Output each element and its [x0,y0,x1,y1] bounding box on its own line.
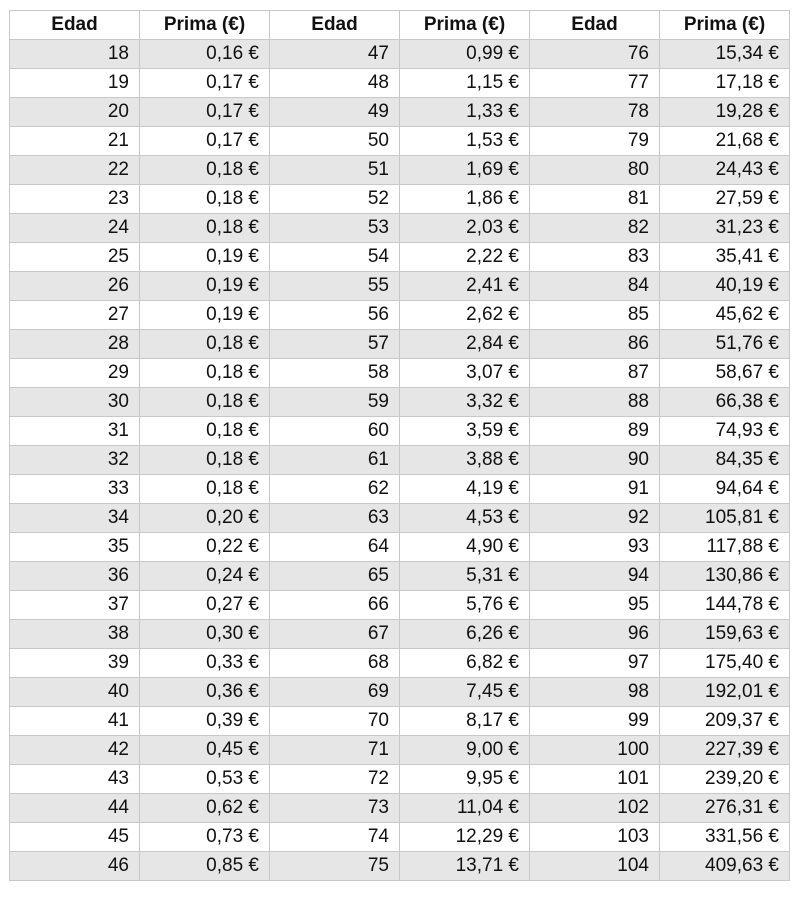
age-cell: 72 [270,765,400,794]
table-row [10,127,790,156]
age-cell: 67 [270,620,400,649]
premium-cell: 8,17 € [400,707,530,736]
age-cell: 103 [530,823,660,852]
age-cell: 30 [10,388,140,417]
premium-cell: 0,36 € [140,678,270,707]
premium-cell: 3,07 € [400,359,530,388]
table-row [10,649,790,678]
age-cell: 80 [530,156,660,185]
age-cell: 92 [530,504,660,533]
age-cell: 40 [10,678,140,707]
age-cell: 39 [10,649,140,678]
age-cell: 56 [270,301,400,330]
premium-cell: 0,17 € [140,127,270,156]
premium-cell: 409,63 € [660,852,790,881]
premium-cell: 0,20 € [140,504,270,533]
header-age-1: Edad [10,11,140,40]
age-cell: 75 [270,852,400,881]
premium-cell: 51,76 € [660,330,790,359]
table-row [10,388,790,417]
table-row [10,678,790,707]
premium-cell: 105,81 € [660,504,790,533]
premium-cell: 4,19 € [400,475,530,504]
age-cell: 42 [10,736,140,765]
premium-cell: 9,00 € [400,736,530,765]
premium-cell: 0,39 € [140,707,270,736]
premium-cell: 0,27 € [140,591,270,620]
premium-cell: 1,33 € [400,98,530,127]
table-row [10,823,790,852]
age-cell: 48 [270,69,400,98]
header-age-3: Edad [530,11,660,40]
age-cell: 68 [270,649,400,678]
age-cell: 34 [10,504,140,533]
premium-cell: 0,18 € [140,359,270,388]
header-premium-2: Prima (€) [400,11,530,40]
premium-cell: 24,43 € [660,156,790,185]
premium-cell: 0,18 € [140,475,270,504]
table-row [10,707,790,736]
table-row [10,330,790,359]
age-cell: 24 [10,214,140,243]
table-row [10,533,790,562]
age-cell: 74 [270,823,400,852]
table-row [10,765,790,794]
premium-cell: 0,99 € [400,40,530,69]
table-row [10,214,790,243]
age-cell: 79 [530,127,660,156]
table-row [10,852,790,881]
age-cell: 82 [530,214,660,243]
premium-cell: 7,45 € [400,678,530,707]
premium-cell: 6,26 € [400,620,530,649]
age-cell: 63 [270,504,400,533]
age-cell: 20 [10,98,140,127]
premium-cell: 0,19 € [140,301,270,330]
premium-cell: 1,86 € [400,185,530,214]
table-row [10,40,790,69]
age-cell: 83 [530,243,660,272]
premium-cell: 84,35 € [660,446,790,475]
premium-cell: 0,45 € [140,736,270,765]
age-cell: 50 [270,127,400,156]
premium-cell: 0,18 € [140,214,270,243]
age-cell: 78 [530,98,660,127]
header-premium-1: Prima (€) [140,11,270,40]
premium-cell: 130,86 € [660,562,790,591]
premium-cell: 19,28 € [660,98,790,127]
premium-cell: 35,41 € [660,243,790,272]
table-row [10,185,790,214]
age-cell: 94 [530,562,660,591]
age-cell: 77 [530,69,660,98]
table-row [10,562,790,591]
premium-cell: 2,03 € [400,214,530,243]
premium-cell: 331,56 € [660,823,790,852]
age-cell: 45 [10,823,140,852]
age-cell: 31 [10,417,140,446]
premium-cell: 3,59 € [400,417,530,446]
age-cell: 23 [10,185,140,214]
age-cell: 104 [530,852,660,881]
age-cell: 81 [530,185,660,214]
age-cell: 90 [530,446,660,475]
age-cell: 49 [270,98,400,127]
age-cell: 93 [530,533,660,562]
age-cell: 66 [270,591,400,620]
premium-cell: 9,95 € [400,765,530,794]
age-cell: 73 [270,794,400,823]
premium-cell: 27,59 € [660,185,790,214]
age-cell: 28 [10,330,140,359]
age-cell: 46 [10,852,140,881]
table-row [10,736,790,765]
premium-cell: 4,90 € [400,533,530,562]
age-cell: 88 [530,388,660,417]
premium-cell: 1,53 € [400,127,530,156]
table-row [10,591,790,620]
age-cell: 95 [530,591,660,620]
age-cell: 98 [530,678,660,707]
age-cell: 44 [10,794,140,823]
age-cell: 99 [530,707,660,736]
table-row [10,272,790,301]
age-cell: 25 [10,243,140,272]
table-row [10,359,790,388]
premium-cell: 2,84 € [400,330,530,359]
age-cell: 70 [270,707,400,736]
premium-cell: 0,62 € [140,794,270,823]
age-cell: 59 [270,388,400,417]
age-cell: 29 [10,359,140,388]
premium-cell: 94,64 € [660,475,790,504]
premium-cell: 11,04 € [400,794,530,823]
age-cell: 38 [10,620,140,649]
premium-cell: 0,18 € [140,417,270,446]
table-row [10,446,790,475]
table-row [10,475,790,504]
age-cell: 33 [10,475,140,504]
premium-cell: 31,23 € [660,214,790,243]
age-cell: 84 [530,272,660,301]
premium-cell: 209,37 € [660,707,790,736]
premium-cell: 0,53 € [140,765,270,794]
premium-cell: 0,19 € [140,243,270,272]
age-cell: 55 [270,272,400,301]
age-cell: 76 [530,40,660,69]
premium-cell: 74,93 € [660,417,790,446]
premium-cell: 0,18 € [140,185,270,214]
age-cell: 64 [270,533,400,562]
table-row [10,98,790,127]
table-row [10,243,790,272]
age-cell: 86 [530,330,660,359]
age-cell: 89 [530,417,660,446]
premium-cell: 1,69 € [400,156,530,185]
age-cell: 61 [270,446,400,475]
age-cell: 100 [530,736,660,765]
premium-table-container [9,10,790,881]
premium-cell: 0,18 € [140,446,270,475]
age-cell: 87 [530,359,660,388]
premium-cell: 0,22 € [140,533,270,562]
premium-cell: 3,32 € [400,388,530,417]
header-row [10,11,790,40]
premium-cell: 17,18 € [660,69,790,98]
age-cell: 47 [270,40,400,69]
premium-cell: 5,31 € [400,562,530,591]
premium-cell: 3,88 € [400,446,530,475]
table-row [10,794,790,823]
premium-cell: 40,19 € [660,272,790,301]
age-cell: 53 [270,214,400,243]
age-cell: 91 [530,475,660,504]
age-cell: 102 [530,794,660,823]
age-cell: 27 [10,301,140,330]
premium-cell: 0,73 € [140,823,270,852]
age-cell: 85 [530,301,660,330]
age-cell: 71 [270,736,400,765]
premium-cell: 0,18 € [140,156,270,185]
table-row [10,69,790,98]
table-row [10,504,790,533]
age-cell: 60 [270,417,400,446]
premium-cell: 159,63 € [660,620,790,649]
premium-cell: 2,62 € [400,301,530,330]
age-cell: 26 [10,272,140,301]
age-cell: 54 [270,243,400,272]
premium-cell: 0,30 € [140,620,270,649]
age-cell: 51 [270,156,400,185]
age-cell: 96 [530,620,660,649]
age-cell: 52 [270,185,400,214]
premium-cell: 2,22 € [400,243,530,272]
premium-cell: 6,82 € [400,649,530,678]
premium-cell: 0,33 € [140,649,270,678]
premium-cell: 12,29 € [400,823,530,852]
premium-cell: 4,53 € [400,504,530,533]
age-cell: 35 [10,533,140,562]
age-cell: 69 [270,678,400,707]
age-cell: 41 [10,707,140,736]
premium-cell: 227,39 € [660,736,790,765]
premium-cell: 2,41 € [400,272,530,301]
premium-cell: 21,68 € [660,127,790,156]
table-row [10,301,790,330]
premium-table [9,10,790,881]
age-cell: 21 [10,127,140,156]
age-cell: 97 [530,649,660,678]
premium-cell: 239,20 € [660,765,790,794]
table-header [10,11,790,40]
age-cell: 57 [270,330,400,359]
premium-cell: 5,76 € [400,591,530,620]
header-age-2: Edad [270,11,400,40]
table-row [10,417,790,446]
premium-cell: 45,62 € [660,301,790,330]
premium-cell: 0,17 € [140,69,270,98]
age-cell: 32 [10,446,140,475]
premium-cell: 15,34 € [660,40,790,69]
age-cell: 37 [10,591,140,620]
premium-cell: 276,31 € [660,794,790,823]
premium-cell: 192,01 € [660,678,790,707]
premium-cell: 0,19 € [140,272,270,301]
premium-cell: 0,18 € [140,388,270,417]
age-cell: 22 [10,156,140,185]
age-cell: 18 [10,40,140,69]
premium-cell: 1,15 € [400,69,530,98]
age-cell: 43 [10,765,140,794]
premium-cell: 0,16 € [140,40,270,69]
table-body [10,40,790,881]
premium-cell: 0,18 € [140,330,270,359]
premium-cell: 175,40 € [660,649,790,678]
age-cell: 65 [270,562,400,591]
table-row [10,620,790,649]
premium-cell: 58,67 € [660,359,790,388]
table-row [10,156,790,185]
premium-cell: 0,24 € [140,562,270,591]
age-cell: 58 [270,359,400,388]
premium-cell: 117,88 € [660,533,790,562]
premium-cell: 0,85 € [140,852,270,881]
premium-cell: 0,17 € [140,98,270,127]
premium-cell: 66,38 € [660,388,790,417]
header-premium-3: Prima (€) [660,11,790,40]
premium-cell: 13,71 € [400,852,530,881]
age-cell: 62 [270,475,400,504]
age-cell: 36 [10,562,140,591]
premium-cell: 144,78 € [660,591,790,620]
age-cell: 101 [530,765,660,794]
age-cell: 19 [10,69,140,98]
